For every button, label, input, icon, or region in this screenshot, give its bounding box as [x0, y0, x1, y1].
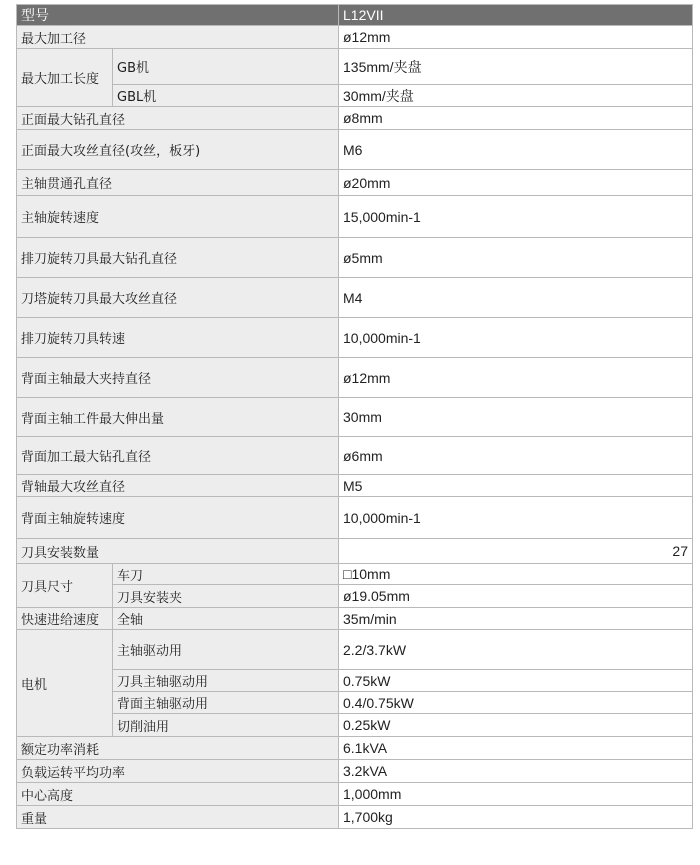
spec-table — [16, 4, 693, 829]
table-row — [17, 497, 693, 539]
row-value: ø12mm — [339, 26, 693, 49]
row-value: 135mm/夹盘 — [339, 49, 693, 85]
row-value: M4 — [339, 278, 693, 318]
row-value: 0.4/0.75kW — [339, 692, 693, 714]
row-value: 3.2kVA — [339, 760, 693, 783]
row-value: 0.25kW — [339, 714, 693, 737]
group-label: 电机 — [17, 630, 113, 737]
row-value: M6 — [339, 130, 693, 170]
row-label: 额定功率消耗 — [17, 737, 339, 760]
table-row — [17, 398, 693, 437]
row-value: 35m/min — [339, 608, 693, 630]
table-row — [17, 737, 693, 760]
table-row — [17, 692, 693, 714]
group-label: 最大加工长度 — [17, 49, 113, 107]
sub-label: 切削油用 — [113, 714, 339, 737]
row-value: ø12mm — [339, 358, 693, 398]
row-label: 背面加工最大钻孔直径 — [17, 437, 339, 475]
table-row — [17, 85, 693, 107]
row-value: 10,000min-1 — [339, 497, 693, 539]
row-label: 中心高度 — [17, 783, 339, 806]
table-row — [17, 564, 693, 585]
row-value: 1,000mm — [339, 783, 693, 806]
row-label: 主轴贯通孔直径 — [17, 170, 339, 196]
table-row — [17, 318, 693, 358]
row-value: 30mm — [339, 398, 693, 437]
row-value: 15,000min-1 — [339, 196, 693, 238]
row-value: 30mm/夹盘 — [339, 85, 693, 107]
table-row — [17, 783, 693, 806]
table-header-row — [17, 5, 693, 26]
table-row — [17, 806, 693, 829]
table-row — [17, 26, 693, 49]
row-label: 背面主轴工件最大伸出量 — [17, 398, 339, 437]
group-label: 刀具尺寸 — [17, 564, 113, 608]
row-value: 27 — [339, 539, 693, 564]
row-label: 背轴最大攻丝直径 — [17, 475, 339, 497]
row-value: 1,700kg — [339, 806, 693, 829]
table-row — [17, 196, 693, 238]
table-row — [17, 608, 693, 630]
row-label: 重量 — [17, 806, 339, 829]
row-value: M5 — [339, 475, 693, 497]
sub-label: 车刀 — [113, 564, 339, 585]
sub-label: 全轴 — [113, 608, 339, 630]
table-row — [17, 130, 693, 170]
row-label: 刀具安装数量 — [17, 539, 339, 564]
row-value: ø5mm — [339, 238, 693, 278]
table-row — [17, 107, 693, 130]
sub-label: 主轴驱动用 — [113, 630, 339, 670]
sub-label: 刀具安装夹 — [113, 585, 339, 608]
row-value: □10mm — [339, 564, 693, 585]
table-row — [17, 278, 693, 318]
row-label: 背面主轴最大夹持直径 — [17, 358, 339, 398]
sub-label: GBL机 — [113, 85, 339, 107]
table-row — [17, 475, 693, 497]
row-value: ø19.05mm — [339, 585, 693, 608]
table-row — [17, 238, 693, 278]
row-value: ø6mm — [339, 437, 693, 475]
header-model: L12VII — [339, 5, 693, 26]
row-label: 主轴旋转速度 — [17, 196, 339, 238]
sub-label: GB机 — [113, 49, 339, 85]
row-value: ø8mm — [339, 107, 693, 130]
group-label: 快速进给速度 — [17, 608, 113, 630]
table-row — [17, 670, 693, 692]
table-row — [17, 630, 693, 670]
sub-label: 背面主轴驱动用 — [113, 692, 339, 714]
sub-label: 刀具主轴驱动用 — [113, 670, 339, 692]
row-label: 背面主轴旋转速度 — [17, 497, 339, 539]
table-row — [17, 49, 693, 85]
table-row — [17, 170, 693, 196]
row-label: 刀塔旋转刀具最大攻丝直径 — [17, 278, 339, 318]
row-label: 负载运转平均功率 — [17, 760, 339, 783]
row-value: 10,000min-1 — [339, 318, 693, 358]
row-value: 6.1kVA — [339, 737, 693, 760]
table-row — [17, 358, 693, 398]
row-value: 2.2/3.7kW — [339, 630, 693, 670]
row-value: ø20mm — [339, 170, 693, 196]
table-row — [17, 539, 693, 564]
row-value: 0.75kW — [339, 670, 693, 692]
table-row — [17, 585, 693, 608]
table-row — [17, 760, 693, 783]
row-label: 正面最大攻丝直径(攻丝，板牙) — [17, 130, 339, 170]
row-label: 最大加工径 — [17, 26, 339, 49]
table-row — [17, 437, 693, 475]
row-label: 排刀旋转刀具最大钻孔直径 — [17, 238, 339, 278]
row-label: 排刀旋转刀具转速 — [17, 318, 339, 358]
table-row — [17, 714, 693, 737]
header-label: 型号 — [17, 5, 339, 26]
row-label: 正面最大钻孔直径 — [17, 107, 339, 130]
